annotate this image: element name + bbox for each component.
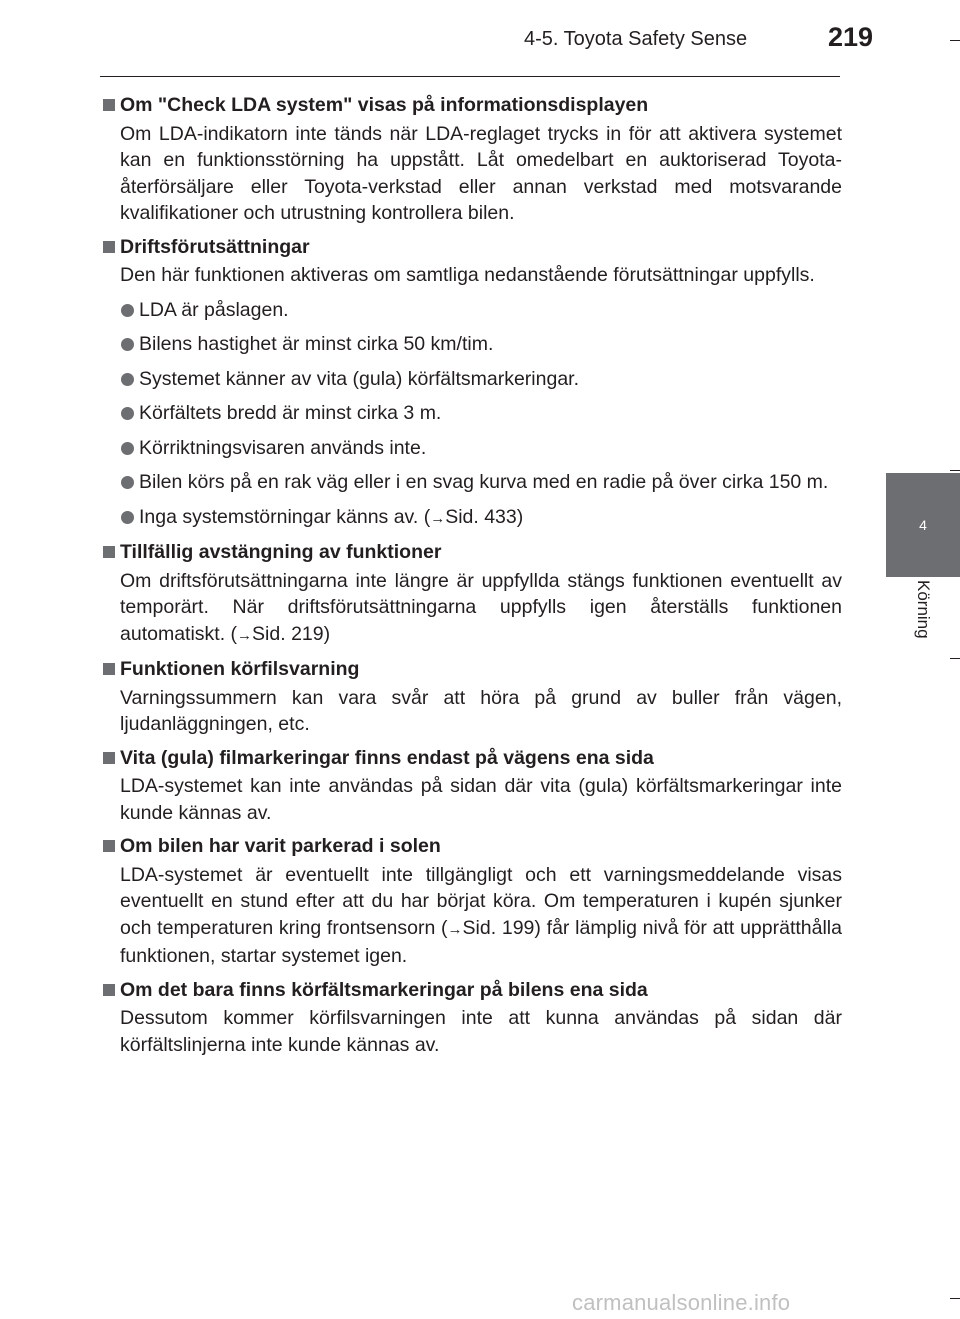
arrow-right-icon: → <box>447 920 463 938</box>
section <box>100 745 842 827</box>
page-content <box>100 92 842 1065</box>
section-heading: Tillfällig avstängning av funktioner <box>100 539 842 566</box>
list-item: Systemet känner av vita (gula) körfältsmarkeringar. <box>100 366 842 393</box>
section-text: Om LDA-indikatorn inte tänds när LDA-reglaget trycks in för att aktivera systemet kan en funktionsstörning ha uppstått. Låt omedelbart en auktoriserad Toyota-återförsäljare eller Toyota-verkstad eller annan verkstad med motsvarande kvalifikationer och utrustning kontrollera bilen. <box>120 122 842 224</box>
round-bullet-icon <box>121 442 134 455</box>
section <box>100 234 842 533</box>
chapter-label-text: Körning <box>914 580 933 639</box>
list-item: Bilen körs på en rak väg eller i en svag kurva med en radie på över cirka 150 m. <box>100 469 842 496</box>
square-bullet-icon <box>103 840 115 852</box>
section-text: LDA-systemet är eventuellt inte tillgängligt och ett varningsmeddelande visas eventuellt en stund efter att du har börjat köra. Om temperaturen i kupén sjunker och temperaturen kring frontsensorn (→Sid. 199) får lämplig nivå för att upprätthålla funktionen, startar systemet igen. <box>120 863 842 967</box>
chapter-label <box>886 580 960 660</box>
arrow-right-icon: → <box>237 626 253 644</box>
crop-mark <box>950 40 960 41</box>
list-item: Bilens hastighet är minst cirka 50 km/tim. <box>100 331 842 358</box>
section-heading: Vita (gula) filmarkeringar finns endast på vägens ena sida <box>100 745 842 772</box>
chapter-number: 4 <box>919 517 927 533</box>
watermark: carmanualsonline.info <box>572 1290 791 1315</box>
section-text: Varningssummern kan vara svår att höra på grund av buller från vägen, ljudanläggningen, etc. <box>120 686 842 735</box>
round-bullet-icon <box>121 511 134 524</box>
list-item: Körfältets bredd är minst cirka 3 m. <box>100 400 842 427</box>
list-item: LDA är påslagen. <box>100 297 842 324</box>
square-bullet-icon <box>103 99 115 111</box>
section-heading: Om "Check LDA system" visas på informationsdisplayen <box>100 92 842 119</box>
list-item: Inga systemstörningar känns av. (→Sid. 433) <box>100 504 842 533</box>
page-reference-link[interactable]: Sid. 219) <box>252 622 331 645</box>
square-bullet-icon <box>103 241 115 253</box>
page-number: 219 <box>828 22 874 52</box>
section-text: Om driftsförutsättningarna inte längre är uppfyllda stängs funktionen eventuellt av temporärt. När driftsförutsättningarna uppfylls igen återställs funktionen automatiskt. (→Sid. 219) <box>120 569 842 645</box>
section <box>100 539 842 649</box>
header-rule <box>100 76 840 77</box>
crop-mark <box>950 470 960 471</box>
header-section-title: 4-5. Toyota Safety Sense <box>524 28 748 50</box>
square-bullet-icon <box>103 663 115 675</box>
round-bullet-icon <box>121 476 134 489</box>
section <box>100 833 842 970</box>
section-heading: Funktionen körfilsvarning <box>100 656 842 683</box>
page-reference-link[interactable]: Sid. 199) <box>462 916 541 939</box>
section-heading: Om det bara finns körfältsmarkeringar på bilens ena sida <box>100 977 842 1004</box>
page-reference-link[interactable]: Sid. 433) <box>445 505 524 528</box>
square-bullet-icon <box>103 752 115 764</box>
round-bullet-icon <box>121 407 134 420</box>
section <box>100 92 842 227</box>
round-bullet-icon <box>121 338 134 351</box>
round-bullet-icon <box>121 304 134 317</box>
square-bullet-icon <box>103 546 115 558</box>
crop-mark <box>950 1298 960 1299</box>
arrow-right-icon: → <box>430 509 446 527</box>
section-text: Den här funktionen aktiveras om samtliga nedanstående förutsättningar uppfylls. <box>120 264 815 286</box>
list-item: Körriktningsvisaren används inte. <box>100 435 842 462</box>
section-heading: Driftsförutsättningar <box>100 234 842 261</box>
section-heading: Om bilen har varit parkerad i solen <box>100 833 842 860</box>
section <box>100 977 842 1059</box>
section-text: Dessutom kommer körfilsvarningen inte att kunna användas på sidan där körfältslinjerna inte kunde kännas av. <box>120 1007 842 1056</box>
section-text: LDA-systemet kan inte användas på sidan där vita (gula) körfältsmarkeringar inte kunde kännas av. <box>120 775 842 824</box>
round-bullet-icon <box>121 373 134 386</box>
chapter-tab <box>886 473 960 577</box>
section <box>100 656 842 738</box>
square-bullet-icon <box>103 984 115 996</box>
